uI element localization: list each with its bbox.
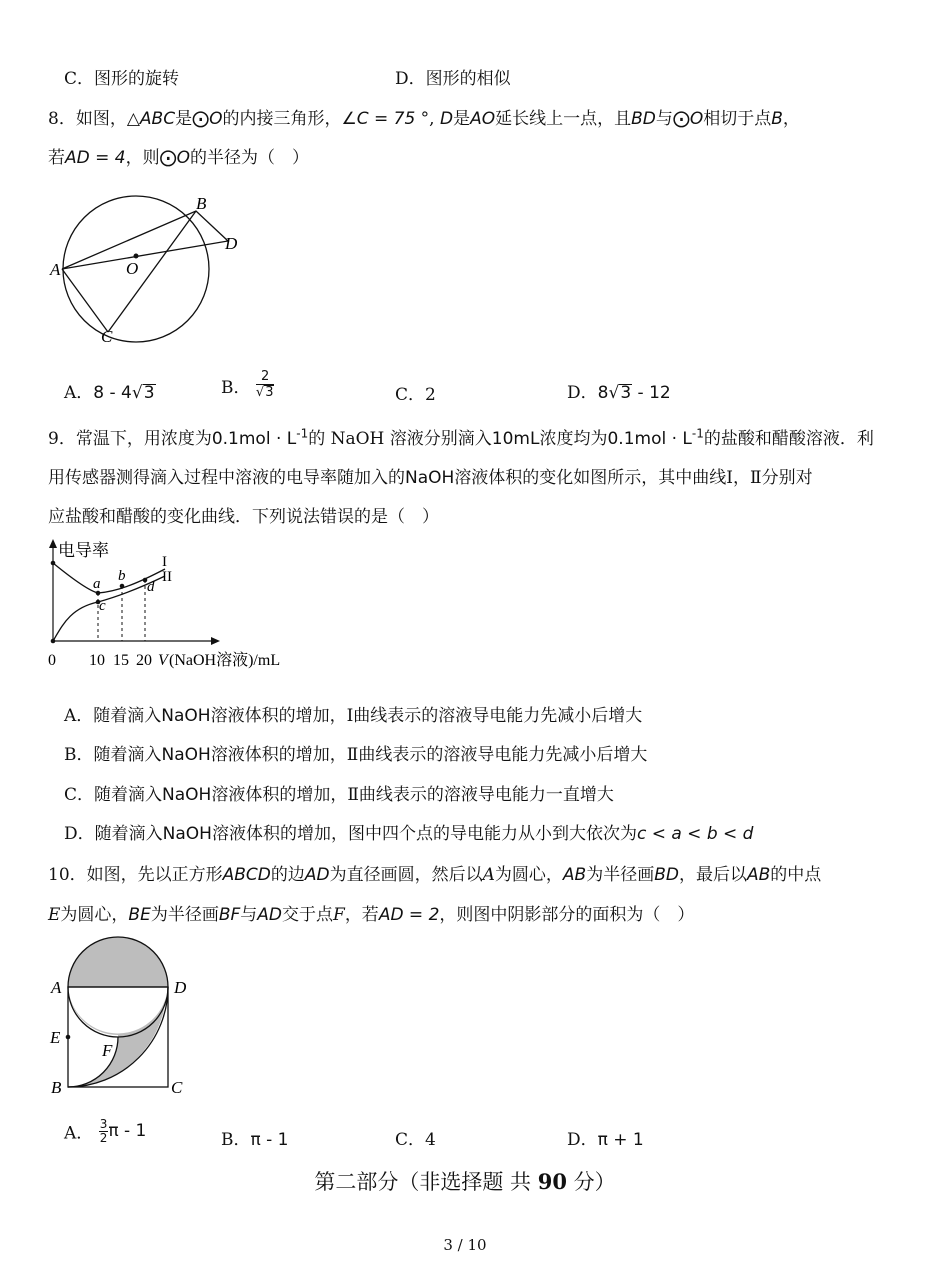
start-point-i bbox=[51, 561, 56, 566]
center-o-dot bbox=[134, 254, 139, 259]
x-tick-15: 15 bbox=[113, 652, 129, 669]
q9-option-b: B．随着滴入NaOH溶液体积的增加，Ⅱ曲线表示的溶液导电能力先减小后增大 bbox=[64, 745, 648, 765]
page-number: 3 / 10 bbox=[443, 1236, 487, 1254]
label-c: C bbox=[171, 1078, 183, 1097]
q7-option-d: D．图形的相似 bbox=[395, 69, 511, 89]
q10-option-c: C．4 bbox=[395, 1130, 436, 1150]
label-d: D bbox=[225, 234, 238, 253]
y-axis-arrow bbox=[49, 539, 57, 548]
label-d: D bbox=[174, 978, 187, 997]
label-c: C bbox=[101, 327, 113, 346]
label-b: B bbox=[196, 194, 207, 213]
q10-option-d: D．π + 1 bbox=[567, 1130, 644, 1150]
x-tick-20: 20 bbox=[136, 652, 152, 669]
label-e: E bbox=[50, 1028, 61, 1047]
y-axis-label: 电导率 bbox=[58, 541, 109, 560]
q8-stem-line2: 若AD = 4，则⨀O的半径为（ ） bbox=[48, 148, 309, 168]
curve-i-label: I bbox=[162, 554, 167, 570]
point-e bbox=[66, 1035, 71, 1040]
start-point-ii bbox=[51, 639, 56, 644]
segment-ac bbox=[62, 269, 108, 332]
x-axis-arrow bbox=[211, 637, 220, 645]
x-tick-10: 10 bbox=[89, 652, 105, 669]
q8-option-a: A．8 - 4√3 bbox=[64, 383, 155, 403]
q10-option-b: B．π - 1 bbox=[221, 1130, 289, 1150]
label-a: A bbox=[51, 978, 62, 997]
label-a: a bbox=[93, 576, 101, 592]
q10-option-a: A． $\frac{3}{2}$ π - 1 bbox=[64, 1117, 147, 1145]
label-d: d bbox=[147, 579, 155, 595]
q9-stem-line2: 用传感器测得滴入过程中溶液的电导率随加入的NaOH溶液体积的变化如图所示，其中曲线Ⅰ，Ⅱ分别对 bbox=[48, 468, 813, 488]
curve-ii-label: II bbox=[162, 569, 172, 585]
segment-cb bbox=[108, 211, 196, 332]
label-f: F bbox=[102, 1041, 113, 1060]
q10-stem-line1: 10．如图，先以正方形ABCD的边AD为直径画圆，然后以A为圆心，AB为半径画BD，最后以AB的中点 bbox=[48, 865, 822, 885]
point-b bbox=[120, 584, 125, 589]
section-heading: 第二部分（非选择题 共 90 分） bbox=[314, 1169, 616, 1194]
label-b: b bbox=[118, 568, 126, 584]
upper-semicircle-shade bbox=[68, 937, 168, 987]
x-axis-label: (NaOH溶液)/mL bbox=[169, 652, 281, 669]
q8-stem-line1: 8．如图，△ABC是⨀O的内接三角形，∠C = 75 °, D是AO延长线上一点，且BD与⨀O相切于点B， bbox=[48, 109, 800, 129]
x-tick-0: 0 bbox=[48, 652, 56, 669]
q9-stem-line1: 9．常温下，用浓度为$0.1mol \cdot L^{-1}$的 NaOH 溶液分别滴入10mL浓度均为$0.1mol \cdot L^{-1}$的盐酸和醋酸溶液．利 bbox=[48, 426, 874, 449]
q9-conductivity-graph bbox=[40, 536, 310, 671]
q8-option-b: B． $\frac{2}{√3}$ bbox=[221, 369, 274, 401]
q9-option-c: C．随着滴入NaOH溶液体积的增加，Ⅱ曲线表示的溶液导电能力一直增大 bbox=[64, 785, 614, 805]
q10-stem-line2: E为圆心，BE为半径画BF与AD交于点F，若AD = 2，则图中阴影部分的面积为（ ） bbox=[48, 905, 695, 925]
q8-option-c: C．2 bbox=[395, 385, 436, 405]
q9-stem-line3: 应盐酸和醋酸的变化曲线．下列说法错误的是（ ） bbox=[48, 507, 439, 527]
label-o: O bbox=[126, 259, 139, 278]
x-label-v: V bbox=[158, 652, 168, 669]
q8-option-d: D．8√3 - 12 bbox=[567, 383, 671, 403]
q9-option-d: D．随着滴入NaOH溶液体积的增加，图中四个点的导电能力从小到大依次为c < a < b < d bbox=[64, 824, 754, 844]
q9-option-a: A．随着滴入NaOH溶液体积的增加，Ⅰ曲线表示的溶液导电能力先减小后增大 bbox=[64, 706, 643, 726]
q7-option-c: C．图形的旋转 bbox=[64, 69, 180, 89]
label-a: A bbox=[50, 260, 61, 279]
label-c: c bbox=[99, 598, 106, 614]
q10-shaded-figure bbox=[40, 935, 200, 1105]
q8-circle-figure bbox=[40, 185, 250, 350]
label-b: B bbox=[51, 1078, 62, 1097]
